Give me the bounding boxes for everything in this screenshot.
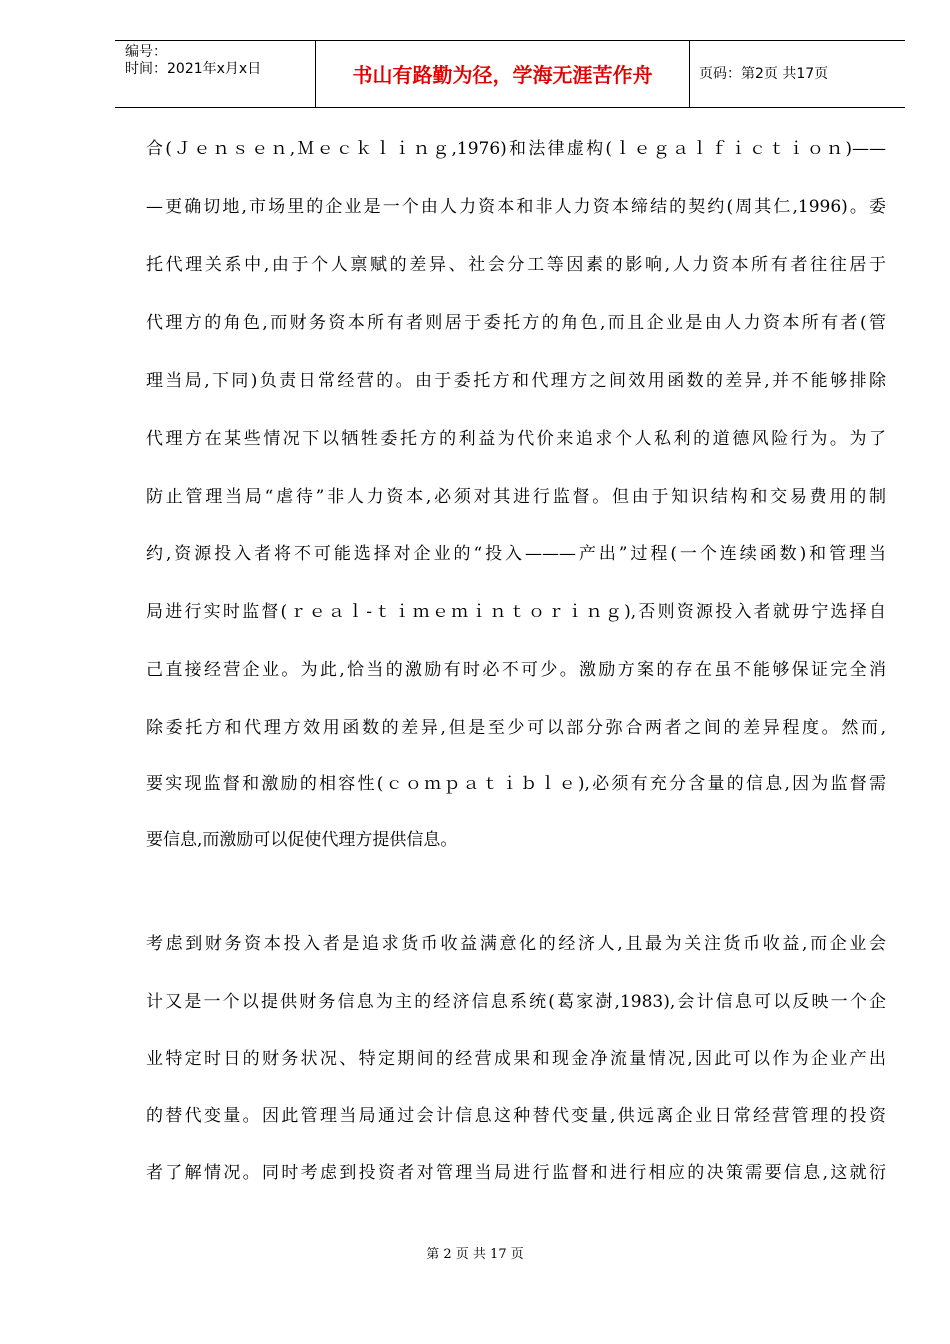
header-page-number: 页码：第2页 共17页 (699, 66, 829, 82)
header-motto: 书山有路勤为径，学海无涯苦作舟 (352, 63, 653, 87)
text-line: 者了解情况。同时考虑到投资者对管理当局进行监督和进行相应的决策需要信息,这就衍 (146, 1163, 886, 1183)
text-line: 代理方在某些情况下以牺牲委托方的利益为代价来追求个人私利的道德风险行为。为了 (146, 429, 886, 449)
page-footer (0, 1247, 950, 1263)
text-line: 计又是一个以提供财务信息为主的经济信息系统(葛家澍,1983),会计信息可以反映一个企 (146, 992, 886, 1012)
text-line: —更确切地,市场里的企业是一个由人力资本和非人力资本缔结的契约(周其仁,1996)。委 (146, 197, 886, 217)
serial-number-label: 编号： (125, 44, 167, 60)
footer-page-number: 第 2 页 共 17 页 (426, 1247, 524, 1262)
page-header (115, 40, 905, 108)
text-line: 合(Ｊｅｎｓｅｎ,Ｍｅｃｋｌｉｎｇ,1976)和法律虚构(ｌｅｇａｌｆｉｃｔｉｏｎ)—— (146, 139, 886, 159)
text-line: 约,资源投入者将不可能选择对企业的“投入———产出”过程(一个连续函数)和管理当 (146, 544, 886, 564)
text-line: 代理方的角色,而财务资本所有者则居于委托方的角色,而且企业是由人力资本所有者(管 (146, 313, 886, 333)
text-line: 理当局,下同)负责日常经营的。由于委托方和代理方之间效用函数的差异,并不能够排除 (146, 371, 886, 391)
header-page-cell (689, 41, 905, 107)
text-line: 要信息,而激励可以促使代理方提供信息。 (146, 830, 458, 850)
date-label: 时间：2021年x月x日 (125, 61, 262, 77)
text-line: 除委托方和代理方效用函数的差异,但是至少可以部分弥合两者之间的差异程度。然而, (146, 718, 886, 738)
text-line: 要实现监督和激励的相容性(ｃｏｍｐａｔｉｂｌｅ),必须有充分含量的信息,因为监督需 (146, 774, 886, 794)
header-motto-cell (315, 41, 690, 107)
text-line: 局进行实时监督(ｒｅａｌ-ｔｉｍｅｍｉｎｔｏｒｉｎｇ),否则资源投入者就毋宁选择自 (146, 602, 886, 622)
text-line: 防止管理当局“虐待”非人力资本,必须对其进行监督。但由于知识结构和交易费用的制 (146, 487, 886, 507)
text-line: 托代理关系中,由于个人禀赋的差异、社会分工等因素的影响,人力资本所有者往往居于 (146, 255, 886, 275)
text-line: 业特定时日的财务状况、特定期间的经营成果和现金净流量情况,因此可以作为企业产出 (146, 1049, 886, 1069)
text-line: 己直接经营企业。为此,恰当的激励有时必不可少。激励方案的存在虽不能够保证完全消 (146, 660, 886, 680)
text-line: 考虑到财务资本投入者是追求货币收益满意化的经济人,且最为关注货币收益,而企业会 (146, 934, 886, 954)
text-line: 的替代变量。因此管理当局通过会计信息这种替代变量,供远离企业日常经营管理的投资 (146, 1106, 886, 1126)
header-meta-cell (115, 41, 315, 107)
